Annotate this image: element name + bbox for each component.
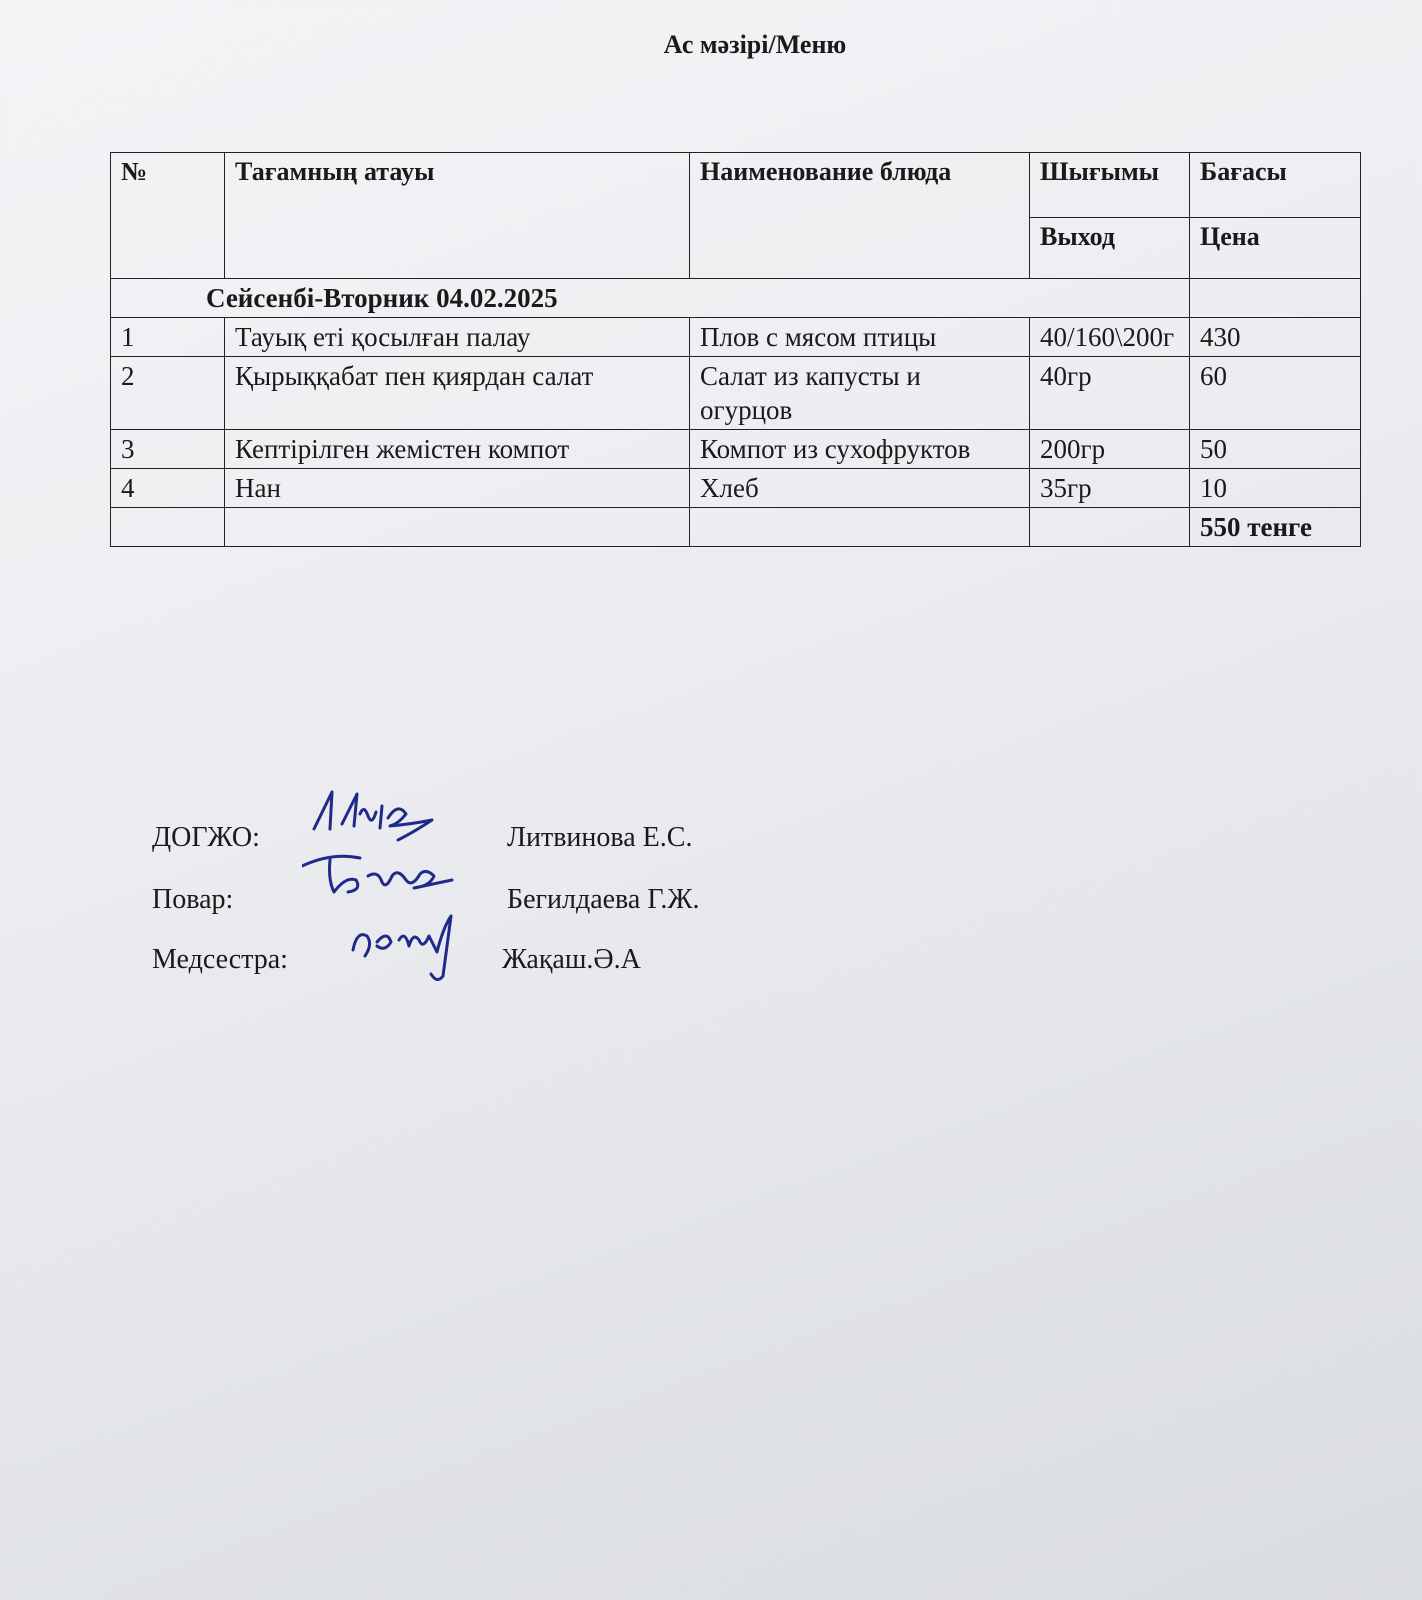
row-output: 40/160\200г <box>1030 318 1190 357</box>
table-row <box>111 318 1361 357</box>
row-num: 4 <box>111 469 225 508</box>
header-price-kz: Бағасы <box>1190 153 1361 218</box>
row-name-kz: Нан <box>225 469 690 508</box>
page-title: Ас мәзірі/Меню <box>663 30 847 59</box>
signature-name: Литвинова Е.С. <box>507 822 693 853</box>
signature-role: Медсестра: <box>152 944 288 975</box>
row-name-ru: Компот из сухофруктов <box>690 430 1030 469</box>
total-row <box>111 508 1361 547</box>
total-empty-cell <box>111 508 225 547</box>
header-price-ru: Цена <box>1190 218 1361 279</box>
signature-name: Жақаш.Ә.А <box>502 944 641 975</box>
signature-role: Повар: <box>152 884 234 915</box>
day-label: Сейсенбі-Вторник 04.02.2025 <box>111 279 1190 318</box>
row-output: 40гр <box>1030 357 1190 430</box>
day-row <box>111 279 1361 318</box>
day-empty-cell <box>1190 279 1361 318</box>
row-name-ru: Хлеб <box>690 469 1030 508</box>
row-output: 200гр <box>1030 430 1190 469</box>
header-output-ru: Выход <box>1030 218 1190 279</box>
row-num: 3 <box>111 430 225 469</box>
row-name-kz: Кептірілген жемістен компот <box>225 430 690 469</box>
row-output: 35гр <box>1030 469 1190 508</box>
row-price: 50 <box>1190 430 1361 469</box>
menu-table <box>110 152 1361 547</box>
row-name-ru: Плов с мясом птицы <box>690 318 1030 357</box>
signature-role: ДОГЖО: <box>152 822 260 853</box>
signature-name: Бегилдаева Г.Ж. <box>507 884 700 915</box>
row-price: 60 <box>1190 357 1361 430</box>
header-output-kz: Шығымы <box>1030 153 1190 218</box>
row-num: 1 <box>111 318 225 357</box>
total-empty-cell <box>225 508 690 547</box>
table-header-row <box>111 153 1361 218</box>
handwritten-signature <box>347 906 517 986</box>
total-price: 550 тенге <box>1190 508 1361 547</box>
total-empty-cell <box>690 508 1030 547</box>
table-row <box>111 357 1361 430</box>
header-num: № <box>111 153 225 279</box>
row-name-kz: Қырыққабат пен қиярдан салат <box>225 357 690 430</box>
row-name-kz: Тауық еті қосылған палау <box>225 318 690 357</box>
row-num: 2 <box>111 357 225 430</box>
table-row <box>111 430 1361 469</box>
table-row <box>111 469 1361 508</box>
header-name-kz: Тағамның атауы <box>225 153 690 279</box>
header-name-ru: Наименование блюда <box>690 153 1030 279</box>
row-price: 430 <box>1190 318 1361 357</box>
total-empty-cell <box>1030 508 1190 547</box>
row-price: 10 <box>1190 469 1361 508</box>
row-name-ru: Салат из капусты и огурцов <box>690 357 1030 430</box>
